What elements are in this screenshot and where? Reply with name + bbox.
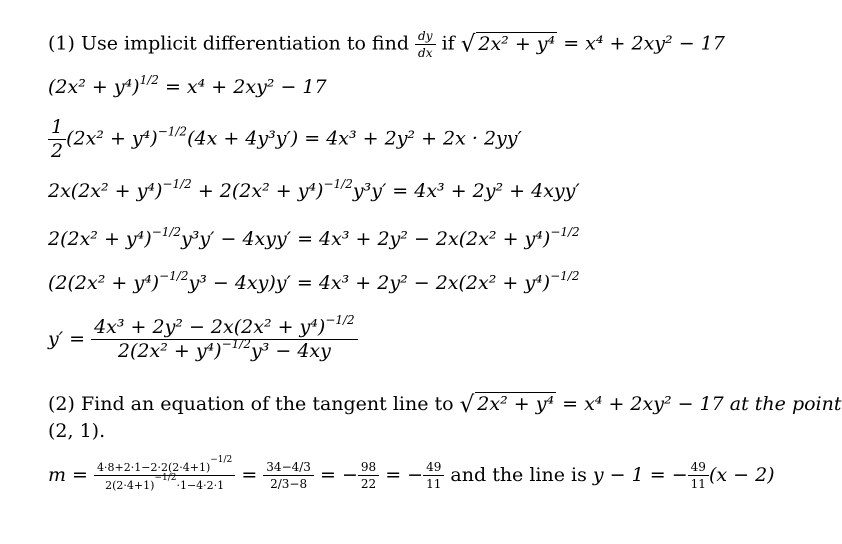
slope-f2-den: 2/3−8 [263, 475, 314, 490]
equals-1: = [241, 464, 258, 486]
slope-f1-den-exp: −1/2 [154, 473, 177, 483]
yprime-denominator [91, 339, 358, 361]
equals-3: = − [385, 464, 424, 486]
step-2 [48, 118, 522, 161]
slope-fraction-1 [94, 455, 235, 492]
if-word: if [441, 32, 455, 55]
slope-f1-den-b: ·1−4·2·1 [176, 479, 225, 492]
one-half-fraction [48, 118, 66, 161]
yprime-den-b: y³ − 4xy [250, 340, 331, 362]
dy-numerator: dy [418, 29, 433, 43]
yprime-lhs: y′ = [48, 328, 86, 350]
slope-f4-den: 11 [423, 475, 444, 490]
step-3-a: 2x(2x² + y⁴) [48, 180, 163, 202]
yprime-fraction [91, 313, 358, 362]
slope-f1-num-exp: −1/2 [210, 455, 233, 465]
equation-rhs: = x⁴ + 2xy² − 17 [563, 32, 725, 55]
step-3-b: + 2(2x² + y⁴) [197, 180, 324, 202]
slope-f2-num: 34−4/3 [266, 460, 311, 474]
step-3-exp1: −1/2 [162, 177, 192, 191]
slope-f3-den: 22 [358, 475, 379, 490]
yprime-den-exp: −1/2 [221, 337, 251, 351]
step-4-exp1: −1/2 [151, 225, 182, 239]
step-3-exp2: −1/2 [323, 177, 353, 191]
radical-sign: √ [460, 31, 476, 58]
part1-intro: (1) Use implicit differentiation to find [48, 32, 409, 55]
slope-f5-den: 11 [688, 475, 709, 490]
slope-f1-num-text: 4·8+2·1−2·2(2·4+1) [97, 461, 211, 474]
step-2-rest: (4x + 4y³y′) = 4x³ + 2y² + 2x · 2yy′ [187, 127, 522, 150]
slope-f3-num: 98 [360, 460, 377, 474]
yprime-numerator [91, 313, 358, 339]
slope-fraction-4 [423, 461, 444, 490]
yprime-den-a: 2(2x² + y⁴) [117, 340, 222, 362]
step-1-base: (2x² + y⁴) [48, 76, 140, 98]
slope-f1-den [94, 475, 235, 491]
part2-radicand: 2x² + y⁴ [477, 393, 555, 415]
part1-question [48, 30, 725, 59]
equals-2: = − [319, 464, 358, 486]
step-5-a: (2(2x² + y⁴) [48, 272, 160, 294]
slope-fraction-2 [263, 461, 314, 490]
step-5-b: y³ − 4xy)y′ = 4x³ + 2y² − 2x(2x² + y⁴) [188, 272, 551, 294]
radical-sign-2: √ [459, 392, 475, 418]
slope-f4-num: 49 [426, 460, 442, 474]
dy-dx-fraction [415, 30, 435, 59]
step-3-c: y³y′ = 4x³ + 2y² + 4xyy′ [352, 180, 580, 202]
slope-f5-num: 49 [690, 460, 706, 474]
radicand: 2x² + y⁴ [478, 32, 556, 55]
slope-fraction-5 [688, 461, 709, 490]
slope-m: m = [48, 464, 88, 486]
step-5-exp1: −1/2 [159, 269, 189, 283]
step-3 [48, 177, 580, 202]
step-1-exponent: 1/2 [139, 73, 159, 87]
slope-line [48, 455, 775, 492]
step-5 [48, 269, 580, 294]
dx-denominator: dx [415, 44, 435, 59]
step-1 [48, 73, 327, 98]
step-5-exp2: −1/2 [550, 269, 580, 283]
step-6 [48, 313, 358, 362]
step-4 [48, 225, 580, 250]
step-1-rhs: = x⁴ + 2xy² − 17 [164, 76, 327, 98]
part2-rhs: = x⁴ + 2xy² − 17 at the point [562, 393, 842, 415]
step-2-exponent: −1/2 [157, 124, 188, 139]
half-den: 2 [48, 139, 66, 161]
yprime-num-text: 4x³ + 2y² − 2x(2x² + y⁴) [94, 316, 326, 338]
step-4-b: y³y′ − 4xyy′ = 4x³ + 2y² − 2x(2x² + y⁴) [181, 228, 551, 250]
tangent-line-end: (x − 2) [708, 464, 775, 486]
part2-intro: (2) Find an equation of the tangent line to [48, 393, 454, 415]
part2-point: (2, 1). [48, 420, 106, 442]
step-4-a: 2(2x² + y⁴) [48, 228, 152, 250]
slope-f1-den-a: 2(2·4+1) [105, 479, 155, 492]
yprime-num-exp: −1/2 [325, 313, 355, 327]
step-2-base: (2x² + y⁴) [66, 127, 158, 150]
part2-question [48, 394, 842, 417]
slope-fraction-3 [358, 461, 379, 490]
step-4-exp2: −1/2 [550, 225, 580, 239]
and-the-line-is: and the line is [450, 464, 587, 486]
half-num: 1 [51, 116, 64, 138]
tangent-line-eq: y − 1 = − [592, 464, 688, 486]
